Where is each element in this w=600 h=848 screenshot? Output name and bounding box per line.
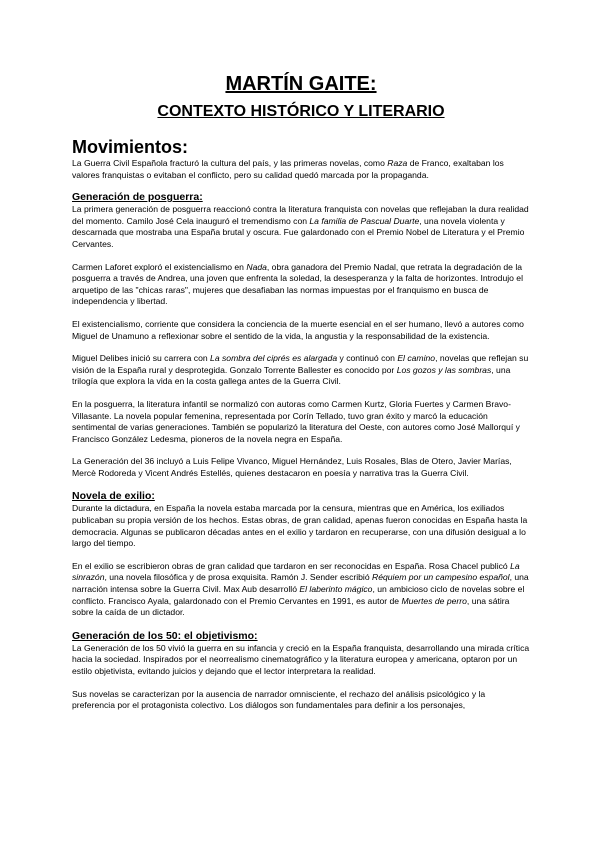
body-paragraph [72,353,530,388]
sections-container [72,191,530,712]
italic-title-text: Muertes de perro [401,595,467,606]
paragraph-text: En la posguerra, la literatura infantil se normalizó con autoras como Carmen Kurtz, Gloria Fuertes y Carmen Bravo-Villasante. La novela popular femenina, representada por Corín Tellado, tuvo gran éxito y marcó la educación sentimental de varias generaciones. También se popularizó la literatura del Oeste, con autores como José Mallorquí y Francisco González Ledesma, pioneros de la novela negra en España. [72,398,520,444]
italic-title-text: El laberinto mágico [299,584,373,595]
body-paragraph [72,503,530,549]
body-paragraph [72,204,530,250]
body-paragraph [72,643,530,678]
italic-title-text: Raza [387,158,408,168]
paragraph-text: , una narración intensa sobre la Guerra Civil. Max Aub desarrolló [72,572,529,595]
italic-title-text: La familia de Pascual Duarte [309,215,420,226]
italic-title-text: Los gozos y las sombras [396,364,492,375]
paragraph-text: , una novela violenta y descarnada que mostraba una España brutal y oscura. Fue galardonado con el Premio Nobel de Literatura y el Premio Cervantes. [72,215,525,249]
paragraph-text: , una sátira sobre la caída de un dictador. [72,595,510,618]
paragraph-text: Miguel Delibes inició su carrera con [72,353,211,364]
document-page [72,72,530,723]
body-paragraph [72,561,530,619]
paragraph-text: de Franco, exaltaban los valores franquistas o evitaban el conflicto, pero su calidad quedó marcada por la propaganda. [72,158,504,180]
italic-title-text: La sombra del ciprés es alargada [210,353,338,364]
paragraph-text: Durante la dictadura, en España la novela estaba marcada por la censura, mientras que en América, los exiliados publicaban su propia versión de los hechos. Estas obras, de gran calidad, apenas fueron conocidas en España hasta la democracia. Algunas se publicaron décadas antes en el exilio y tardaron en recuperarse, con una difusión desigual a lo largo del tiempo. [72,503,528,549]
body-paragraph [72,262,530,308]
paragraph-text: El existencialismo, corriente que considera la conciencia de la muerte esencial en el ser humano, llevó a autores como Miguel de Unamuno a reflexionar sobre el sentido de la vida, la angustia y la responsabilidad de la existencia. [72,318,524,341]
paragraph-text: , un ambicioso ciclo de novelas sobre el conflicto. Francisco Ayala, galardonado con el Premio Cervantes en 1991, es autor de [72,584,525,606]
italic-title-text: La sinrazón [72,560,520,583]
body-paragraph [72,689,530,712]
body-paragraph [72,399,530,445]
italic-title-text: Réquiem por un campesino español [372,572,510,583]
italic-title-text: El camino [397,353,436,364]
paragraph-text: En el exilio se escribieron obras de gran calidad que tardaron en ser reconocidas en España. Rosa Chacel publicó [72,560,511,571]
paragraph-text: La primera generación de posguerra reaccionó contra la literatura franquista con novelas que reflejaban la dura realidad del momento. Camilo José Cela inauguró el tremendismo con [72,204,529,226]
body-paragraph [72,456,530,479]
paragraph-text: , una novela filosófica y de prosa exquisita. Ramón J. Sender escribió [104,572,372,583]
document-title: MARTÍN GAITE: [225,73,377,95]
paragraph-text: , obra ganadora del Premio Nadal, que retrata la degradación de la posguerra a través de Andrea, una joven que enfrenta la soledad, la desesperanza y la falta de horizontes. Introdujo el arquetipo de las "chicas raras", mujeres que desafiaban las normas impuestas por el franquismo en busca de independencia y libertad. [72,261,523,307]
paragraph-text: La Guerra Civil Española fracturó la cultura del país, y las primeras novelas, como [72,158,388,168]
paragraph-text: y continuó con [337,353,398,364]
paragraph-text: , novelas que reflejan su visión de la España rural y desprotegida. Gonzalo Torrente Ballester es conocido por [72,353,529,375]
paragraph-text: La Generación del 36 incluyó a Luis Felipe Vivanco, Miguel Hernández, Luis Rosales, Blas de Otero, Javier Marías, Mercè Rodoreda y Vicent Andrés Estellés, quienes destacaron en poesía y narrativa tras la Guerra Civil. [72,456,512,478]
section-heading: Generación de los 50: el objetivismo: [72,629,258,642]
movimientos-intro-paragraph [72,158,530,181]
paragraph-text: , una trilogía que explora la vida en la costa gallega antes de la Guerra Civil. [72,364,511,387]
italic-title-text: Nada [246,261,267,272]
document-subtitle: CONTEXTO HISTÓRICO Y LITERARIO [157,103,445,120]
paragraph-text: La Generación de los 50 vivió la guerra en su infancia y creció en la España franquista, desarrollando una mirada crítica hacia la sociedad. Inspirados por el neorrealismo cinematográfico y la literatura europea y americana, optaron por un estilo objetivista, evitando juicios y dejando que el lector interpretara la realidad. [72,642,530,676]
paragraph-text: Sus novelas se caracterizan por la ausencia de narrador omnisciente, el rechazo del análisis psicológico y la preferencia por el protagonista colectivo. Los diálogos son fundamentales para definir a los personajes, [72,688,486,711]
section-heading: Generación de posguerra: [72,191,203,204]
paragraph-text: Carmen Laforet exploró el existencialismo en [72,261,247,272]
body-paragraph [72,319,530,342]
movimientos-heading: Movimientos: [72,137,189,157]
section-heading: Novela de exilio: [72,490,155,503]
